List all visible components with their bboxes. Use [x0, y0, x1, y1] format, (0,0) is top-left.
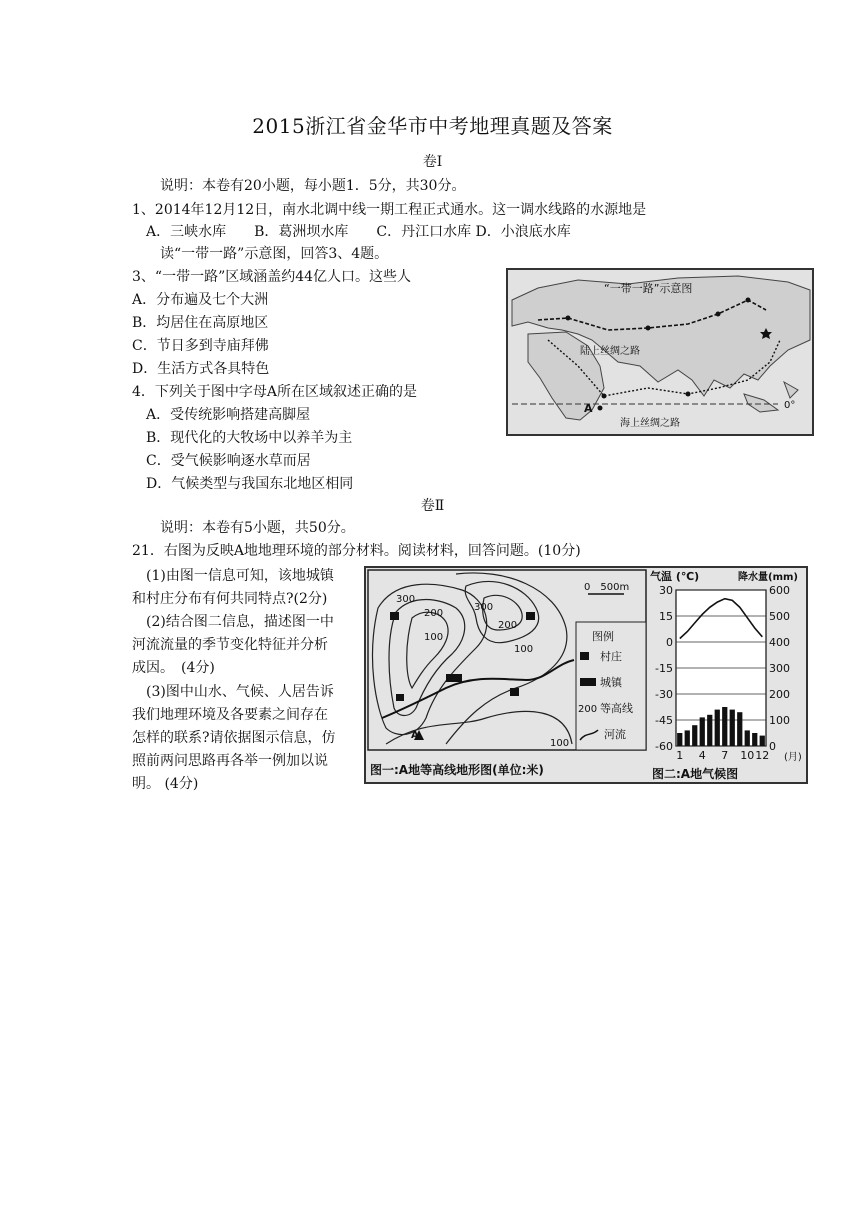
point-a-label: A	[584, 402, 593, 415]
left-tick-label: 0	[666, 636, 673, 649]
question-4-option-c: C．受气候影响逐水草而居	[146, 453, 311, 469]
precip-bar	[677, 733, 682, 746]
equator-label: 0°	[784, 400, 796, 411]
section-heading-1: 卷Ⅰ	[422, 154, 443, 170]
village-marker	[390, 612, 399, 620]
map-intro: 读“一带一路”示意图，回答3、4题。	[160, 246, 389, 262]
question-1-stem: 1、2014年12月12日，南水北调中线一期工程正式通水。这一调水线路的水源地是	[132, 202, 647, 218]
point-a-dot	[598, 406, 603, 411]
precip-bar	[737, 712, 742, 746]
peak-label: A	[411, 730, 419, 741]
contour-label: 300	[474, 602, 494, 613]
x-tick-label: 1	[676, 749, 684, 762]
question-3-option-c: C．节日多到寺庙拜佛	[132, 338, 269, 354]
left-tick-label: -60	[655, 740, 673, 753]
question-21-part2-line3: 成因。 (4分)	[132, 660, 215, 676]
left-tick-label: 30	[659, 584, 673, 597]
contour-map	[364, 566, 650, 784]
section-note-1: 说明：本卷有20小题，每小题1．5分，共30分。	[160, 178, 466, 194]
question-21-stem: 21．右图为反映A地地理环境的部分材料。阅读材料，回答问题。(10分)	[132, 543, 581, 559]
route-city-dot	[566, 316, 571, 321]
question-21-part3-line5: 明。 (4分)	[132, 776, 199, 792]
precip-bar	[715, 710, 720, 746]
contour-label: 100	[514, 644, 534, 655]
legend-village-icon	[580, 652, 589, 660]
right-tick-label: 0	[769, 740, 776, 753]
land-route-label: 陆上丝绸之路	[580, 346, 640, 357]
precip-bar	[722, 707, 727, 746]
section-note-2: 说明：本卷有5小题，共50分。	[160, 520, 355, 536]
contour-label: 100	[550, 738, 570, 749]
question-4-option-d: D．气候类型与我国东北地区相同	[146, 476, 354, 492]
question-3-option-d: D．生活方式各具特色	[132, 361, 270, 377]
left-tick-label: 15	[659, 610, 673, 623]
x-tick-label: 7	[721, 749, 729, 762]
left-tick-label: -45	[655, 714, 673, 727]
precip-bar	[730, 710, 735, 746]
question-3-option-a: A．分布遍及七个大洲	[132, 292, 269, 308]
route-city-dot	[716, 312, 721, 317]
village-marker	[510, 688, 519, 696]
right-tick-label: 600	[769, 584, 790, 597]
question-21-part3-line2: 我们地理环境及各要素之间存在	[132, 707, 328, 723]
precip-bar	[745, 730, 750, 746]
village-marker	[526, 612, 535, 620]
right-tick-label: 200	[769, 688, 790, 701]
legend-river-label: 河流	[604, 728, 626, 741]
temp-axis-label: 气温 (℃)	[650, 570, 700, 583]
route-city-dot	[646, 326, 651, 331]
belt-road-map	[506, 268, 814, 436]
precip-bar	[692, 725, 697, 746]
precip-bar	[700, 717, 705, 746]
question-4-option-a: A．受传统影响搭建高脚屋	[146, 407, 311, 423]
route-city-dot	[686, 392, 691, 397]
question-21-part3-line4: 照前两问思路再各举一例加以说	[132, 753, 328, 769]
precip-bar	[685, 730, 690, 746]
contour-label: 100	[424, 632, 444, 643]
legend-town-label: 城镇	[600, 676, 622, 689]
climate-chart	[648, 566, 808, 784]
x-tick-label: 10	[740, 749, 755, 762]
page-title: 2015浙江省金华市中考地理真题及答案	[252, 114, 613, 138]
precip-axis-label: 降水量(mm)	[738, 572, 798, 583]
question-21-part1-line1: (1)由图一信息可知，该地城镇	[146, 568, 334, 584]
contour-label: 300	[396, 594, 416, 605]
town-marker	[446, 674, 462, 682]
contour-map-caption: 图一:A地等高线地形图(单位:米)	[370, 763, 544, 777]
left-tick-label: -15	[655, 662, 673, 675]
question-21-part2-line1: (2)结合图二信息，描述图一中	[146, 614, 334, 630]
right-tick-label: 400	[769, 636, 790, 649]
question-21-part1-line2: 和村庄分布有何共同特点?(2分)	[132, 591, 328, 607]
question-4-stem: 4．下列关于图中字母A所在区域叙述正确的是	[132, 384, 418, 400]
route-city-dot	[602, 394, 607, 399]
question-3-stem: 3、“一带一路”区域涵盖约44亿人口。这些人	[132, 269, 412, 285]
scale-label: 0 500m	[584, 582, 630, 593]
legend-title: 图例	[592, 630, 614, 643]
climate-chart-caption: 图二:A地气候图	[652, 767, 739, 781]
map-title: “一带一路”示意图	[604, 282, 693, 295]
question-1-options: A．三峡水库 B．葛洲坝水库 C．丹江口水库 D．小浪底水库	[146, 224, 571, 240]
contour-label: 200	[498, 620, 518, 631]
precip-bar	[707, 715, 712, 746]
legend-town-icon	[580, 678, 596, 686]
contour-label: 200	[424, 608, 444, 619]
right-tick-label: 300	[769, 662, 790, 675]
section-heading-2: 卷Ⅱ	[420, 498, 445, 514]
right-tick-label: 500	[769, 610, 790, 623]
month-unit-label: (月)	[784, 752, 802, 763]
legend-contour-label: 等高线	[600, 702, 633, 715]
x-tick-label: 12	[755, 749, 770, 762]
legend-contour-value: 200	[578, 704, 598, 715]
sea-route-label: 海上丝绸之路	[620, 418, 680, 429]
question-4-option-b: B．现代化的大牧场中以养羊为主	[146, 430, 353, 446]
x-tick-label: 4	[698, 749, 706, 762]
left-tick-label: -30	[655, 688, 673, 701]
precip-bar	[752, 733, 757, 746]
village-marker	[396, 694, 404, 701]
legend-village-label: 村庄	[600, 650, 622, 663]
question-21-part3-line3: 怎样的联系?请依据图示信息，仿	[132, 730, 336, 746]
route-city-dot	[746, 298, 751, 303]
question-3-option-b: B．均居住在高原地区	[132, 315, 269, 331]
question-21-part2-line2: 河流流量的季节变化特征并分析	[132, 637, 328, 653]
question-21-part3-line1: (3)图中山水、气候、人居告诉	[146, 684, 334, 700]
right-tick-label: 100	[769, 714, 790, 727]
precip-bar	[760, 736, 765, 746]
